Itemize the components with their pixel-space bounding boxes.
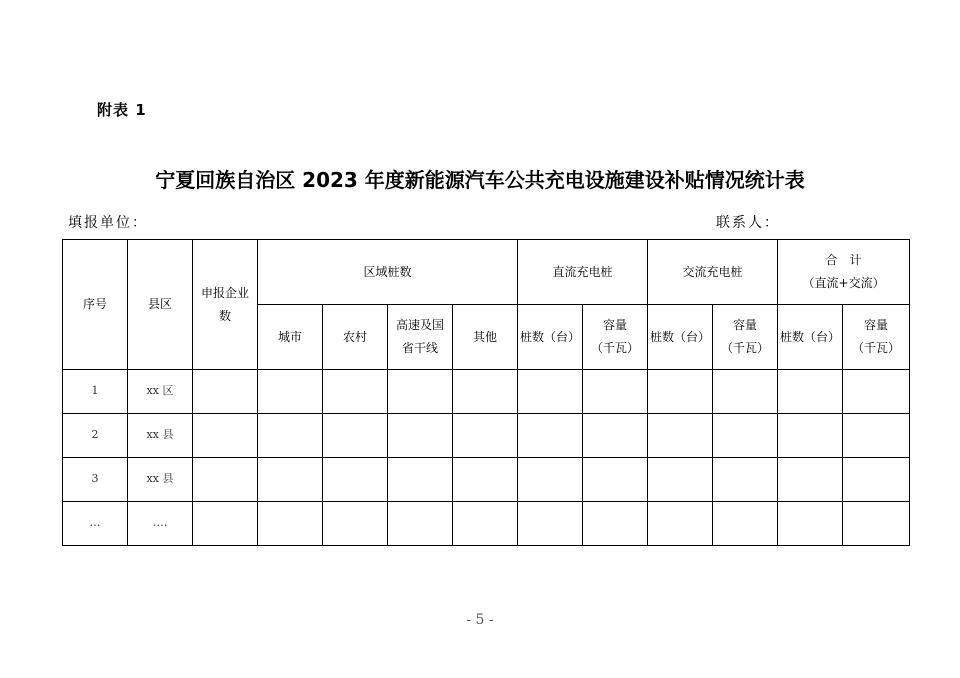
table-cell bbox=[453, 414, 518, 458]
header-county: 县区 bbox=[128, 240, 193, 370]
table-cell bbox=[453, 458, 518, 502]
header-company-count bbox=[193, 240, 258, 370]
table-cell bbox=[453, 502, 518, 546]
row-county: xx 县 bbox=[128, 414, 193, 458]
table-cell bbox=[518, 458, 583, 502]
table-cell bbox=[388, 458, 453, 502]
table-cell bbox=[648, 370, 713, 414]
table-cell bbox=[193, 414, 258, 458]
table-cell bbox=[713, 370, 778, 414]
header-total-line2: （直流+交流） bbox=[802, 276, 885, 290]
table-cell bbox=[583, 502, 648, 546]
row-seq: … bbox=[63, 502, 128, 546]
table-cell bbox=[583, 370, 648, 414]
table-row bbox=[63, 502, 910, 546]
capacity-line2: （千瓦） bbox=[721, 341, 770, 355]
capacity-line2: （千瓦） bbox=[852, 341, 901, 355]
capacity-line1: 容量 bbox=[864, 318, 889, 333]
table-cell bbox=[713, 502, 778, 546]
subheader-ac-capacity bbox=[713, 305, 778, 370]
table-row bbox=[63, 414, 910, 458]
capacity-line1: 容量 bbox=[733, 318, 758, 333]
table-cell bbox=[518, 370, 583, 414]
row-seq: 2 bbox=[63, 414, 128, 458]
table-cell bbox=[843, 370, 910, 414]
table-cell bbox=[648, 414, 713, 458]
subheader-rural: 农村 bbox=[323, 305, 388, 370]
header-region-piles: 区域桩数 bbox=[258, 240, 518, 305]
table-cell bbox=[843, 414, 910, 458]
subheader-dc-capacity bbox=[583, 305, 648, 370]
fill-unit-label: 填报单位： bbox=[68, 215, 148, 231]
table-cell bbox=[323, 458, 388, 502]
subheader-dc-count: 桩数（台） bbox=[518, 305, 583, 370]
header-company-line1: 申报企业 bbox=[200, 285, 249, 300]
header-seq: 序号 bbox=[63, 240, 128, 370]
capacity-line1: 容量 bbox=[603, 318, 628, 333]
subheader-other: 其他 bbox=[453, 305, 518, 370]
table-cell bbox=[778, 502, 843, 546]
header-total bbox=[778, 240, 910, 305]
subheader-highway bbox=[388, 305, 453, 370]
subheader-total-count: 桩数（台） bbox=[778, 305, 843, 370]
table-cell bbox=[583, 458, 648, 502]
table-cell bbox=[193, 502, 258, 546]
table-cell bbox=[193, 458, 258, 502]
subheader-city: 城市 bbox=[258, 305, 323, 370]
table-cell bbox=[258, 370, 323, 414]
header-company-line2: 数 bbox=[218, 308, 231, 323]
row-seq: 3 bbox=[63, 458, 128, 502]
subheader-total-capacity bbox=[843, 305, 910, 370]
row-county: …. bbox=[128, 502, 193, 546]
row-seq: 1 bbox=[63, 370, 128, 414]
row-county: xx 县 bbox=[128, 458, 193, 502]
table-cell bbox=[778, 458, 843, 502]
subheader-highway-line1: 高速及国 bbox=[395, 318, 444, 333]
table-cell bbox=[648, 502, 713, 546]
table-cell bbox=[713, 414, 778, 458]
table-cell bbox=[583, 414, 648, 458]
capacity-line2: （千瓦） bbox=[591, 341, 640, 355]
subheader-ac-count: 桩数（台） bbox=[648, 305, 713, 370]
table-cell bbox=[843, 458, 910, 502]
table-cell bbox=[258, 502, 323, 546]
table-cell bbox=[258, 458, 323, 502]
table-cell bbox=[193, 370, 258, 414]
table-cell bbox=[388, 414, 453, 458]
statistics-table bbox=[62, 239, 910, 546]
table-cell bbox=[388, 502, 453, 546]
table-cell bbox=[388, 370, 453, 414]
header-dc-piles: 直流充电桩 bbox=[518, 240, 648, 305]
table-cell bbox=[648, 458, 713, 502]
table-row bbox=[63, 370, 910, 414]
table-cell bbox=[843, 502, 910, 546]
table-cell bbox=[518, 414, 583, 458]
table-cell bbox=[323, 502, 388, 546]
page-number: - 5 - bbox=[466, 612, 494, 628]
table-cell bbox=[778, 370, 843, 414]
table-cell bbox=[323, 414, 388, 458]
header-total-line1: 合 计 bbox=[825, 253, 862, 268]
table-cell bbox=[778, 414, 843, 458]
table-cell bbox=[258, 414, 323, 458]
header-ac-piles: 交流充电桩 bbox=[648, 240, 778, 305]
table-cell bbox=[453, 370, 518, 414]
subheader-highway-line2: 省干线 bbox=[401, 341, 438, 355]
annex-label: 附表 1 bbox=[97, 101, 147, 119]
table-row bbox=[63, 458, 910, 502]
row-county: xx 区 bbox=[128, 370, 193, 414]
table-cell bbox=[713, 458, 778, 502]
table-cell bbox=[323, 370, 388, 414]
table-cell bbox=[518, 502, 583, 546]
contact-label: 联系人： bbox=[716, 215, 780, 231]
document-title: 宁夏回族自治区 2023 年度新能源汽车公共充电设施建设补贴情况统计表 bbox=[155, 168, 805, 192]
